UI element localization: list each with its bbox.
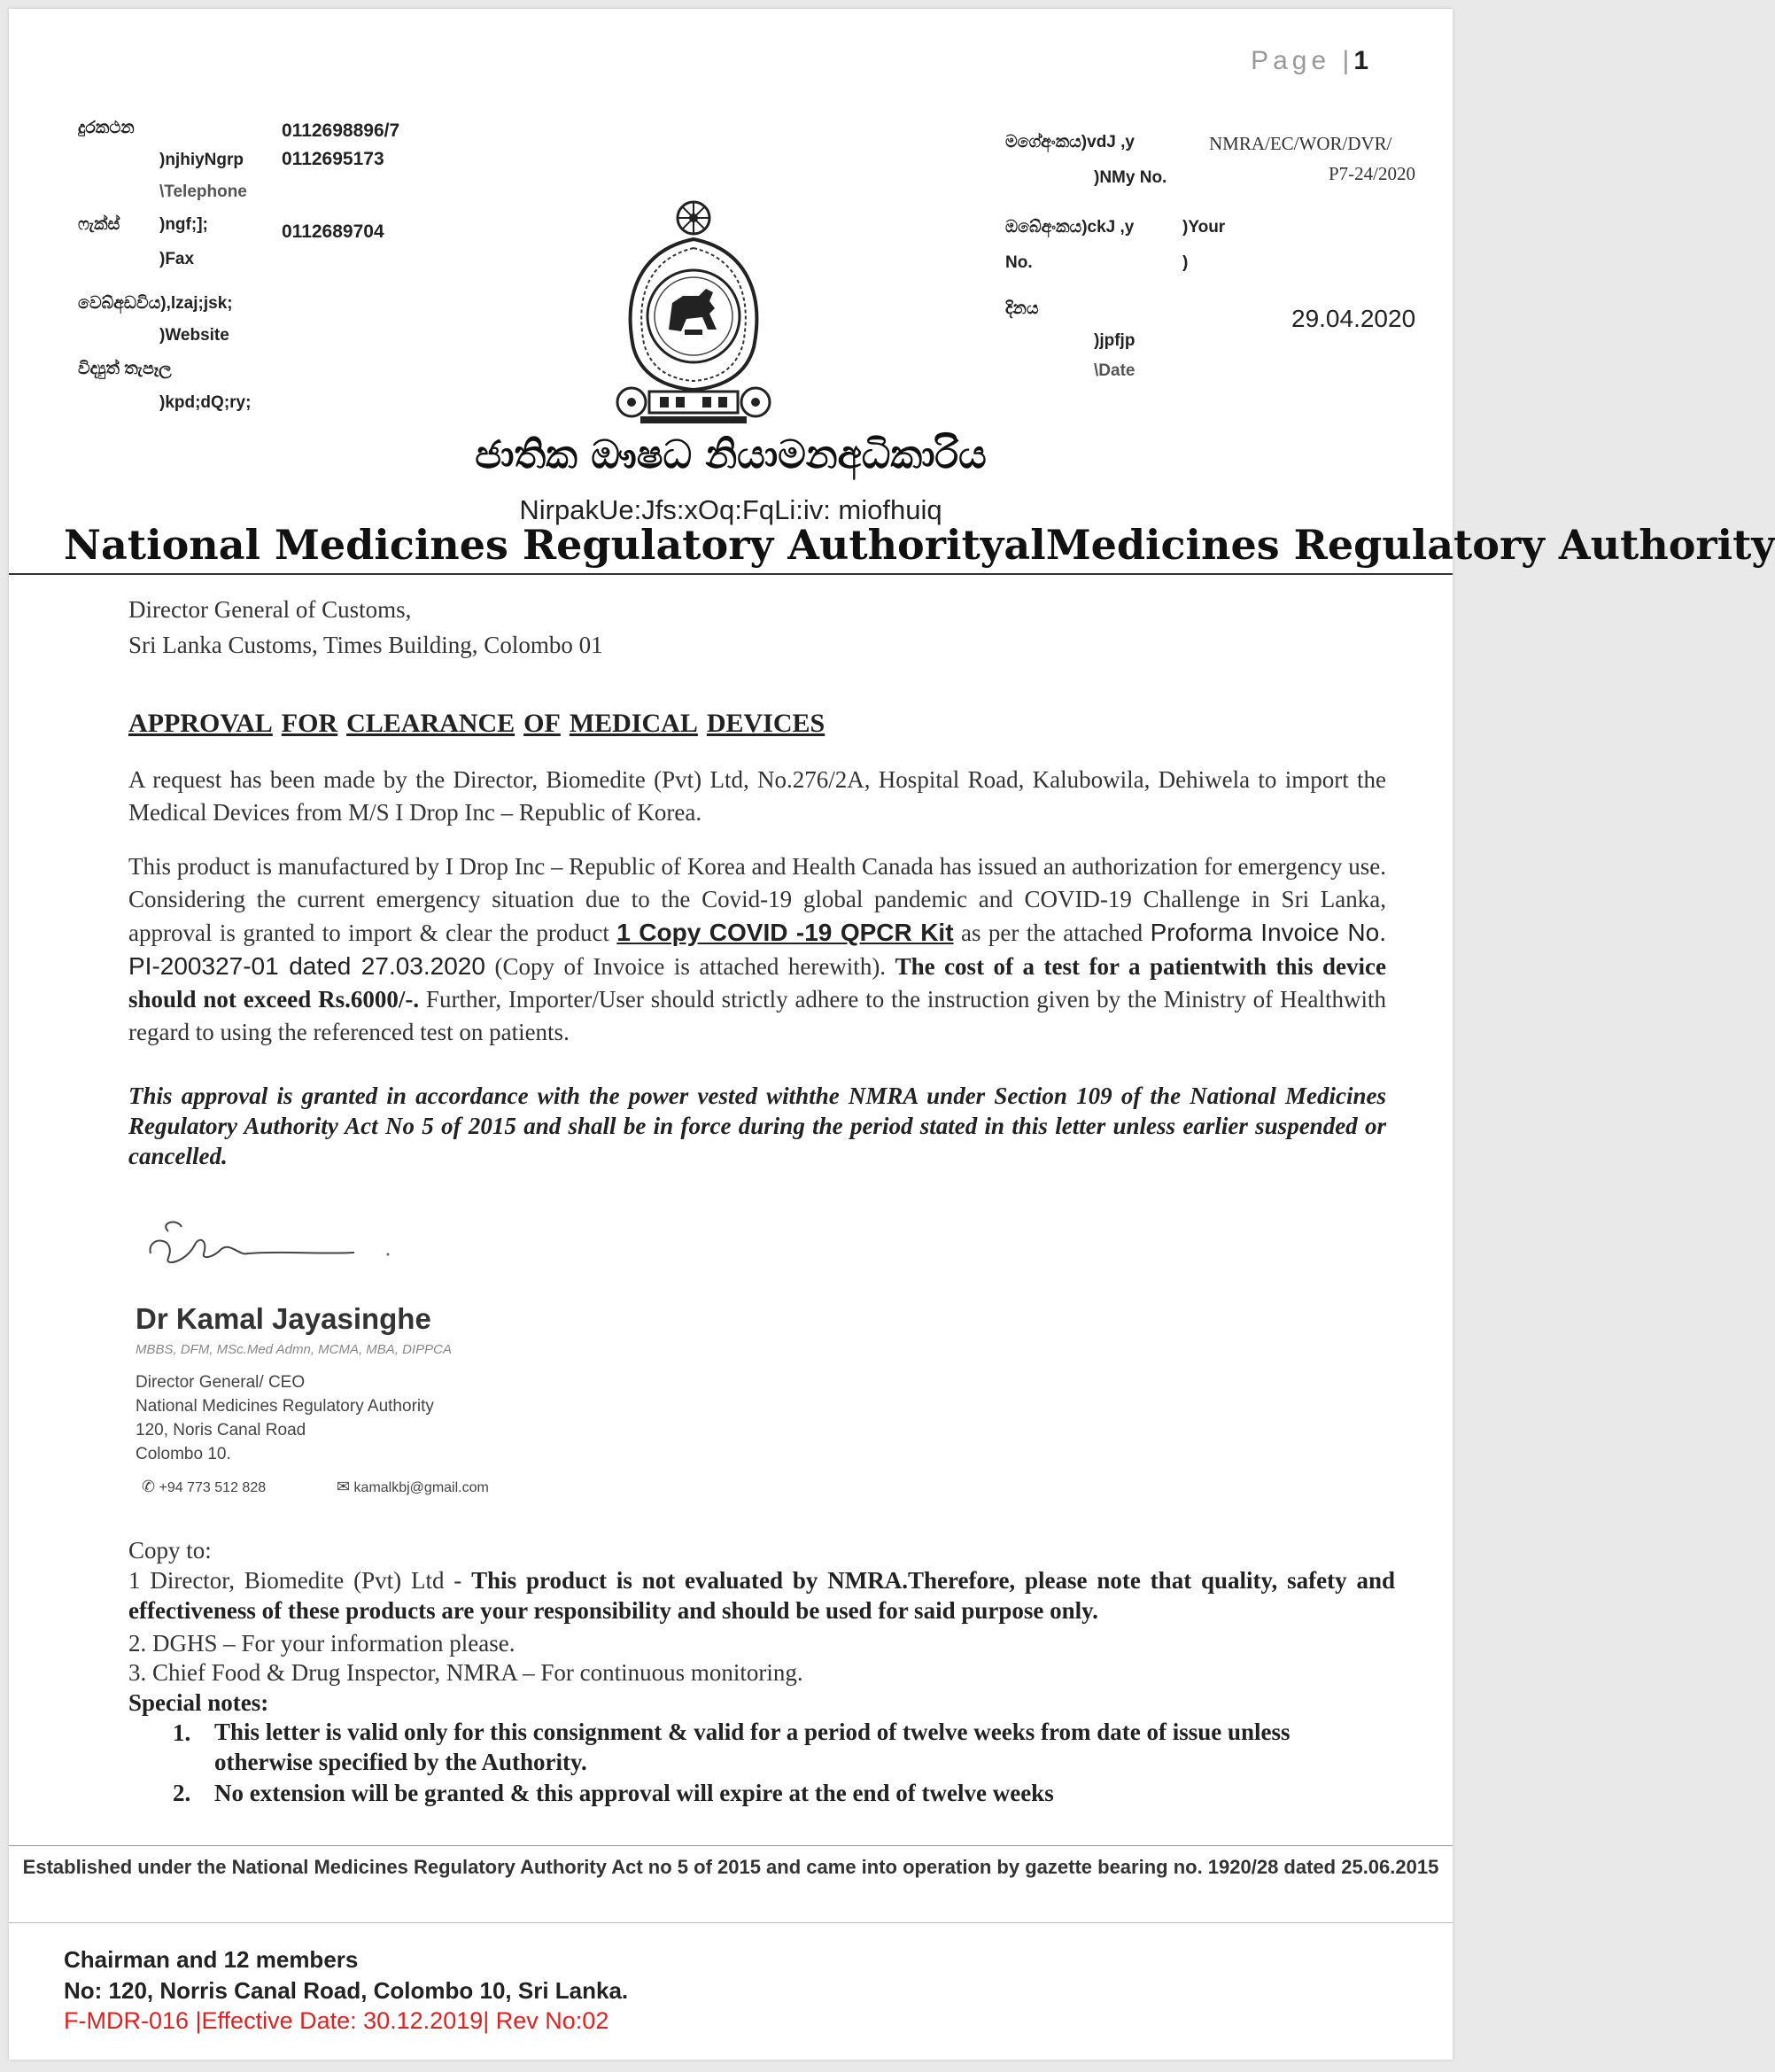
addressee-line-2: Sri Lanka Customs, Times Building, Colombo 01 <box>128 632 603 658</box>
website-label: වෙබ්අඩවිය),lzaj;jsk; <box>78 294 233 313</box>
footer-address: No: 120, Norris Canal Road, Colombo 10, Sri Lanka. <box>64 1977 629 2004</box>
footer-chairman: Chairman and 12 members <box>64 1946 359 1973</box>
title-tamil: NirpakUe:Jfs:xOq:FqLi:iv: miofhuiq <box>519 494 942 525</box>
your-no-label-en2: No. <box>1005 253 1033 272</box>
special-notes-label: Special notes: <box>128 1689 269 1716</box>
signatory-title: Director General/ CEO <box>136 1373 306 1392</box>
date-label-si: දිනය <box>1005 299 1039 318</box>
letter-page <box>9 9 1775 2060</box>
title-sinhala: ජාතික ඖෂධ නියාමනඅධිකාරිය <box>475 432 987 477</box>
mail-icon: ✉ <box>337 1478 351 1495</box>
email-label-si: විද්‍යුත් තැපෑල <box>78 360 172 378</box>
phone-icon: ✆ <box>142 1478 156 1495</box>
footer-divider <box>9 1845 1453 1846</box>
product-name: 1 Copy COVID -19 QPCR Kit <box>616 919 954 946</box>
telephone-label-en: \Telephone <box>159 182 247 201</box>
signatory-address-2: Colombo 10. <box>136 1445 231 1463</box>
telephone-1: 0112698896/7 <box>282 120 400 141</box>
copy-to-item-2: 2. DGHS – For your information please. <box>128 1630 515 1657</box>
fax-label-ta: )ngf;]; <box>159 215 208 234</box>
copy-to-item-1: 1 Director, Biomedite (Pvt) Ltd - This product is not evaluated by NMRA.Therefore, please note that quality, safety and effectiveness of these products are your responsibility and should be used for said purpose only. <box>128 1567 1395 1624</box>
header-divider <box>9 573 1453 575</box>
your-no-paren: ) <box>1182 253 1189 272</box>
telephone-label-si: දුරකථන <box>78 119 135 137</box>
footer-form-code: F-MDR-016 |Effective Date: 30.12.2019| Rev No:02 <box>64 2007 609 2034</box>
website-label-en: )Website <box>159 326 229 345</box>
date-label-en: \Date <box>1094 361 1136 380</box>
paragraph-approval: This product is manufactured by I Drop Inc – Republic of Korea and Health Canada has issued an authorization for emergency use. Considering the current emergency situation due to the Covid-19 global pandemic and COVID-19 Challenge in Sri Lanka, approval is granted to import & clear the product 1 Copy COVID -19 QPCR Kit as per the attached Proforma Invoice No. PI-200327-01 dated 27.03.2020 (Copy of Invoice is attached herewith). The cost of a test for a patientwith this device should not exceed Rs.6000/-. Further, Importer/User should strictly adhere to the instruction given by the Ministry of Healthwith regard to using the referenced test on patients. <box>128 853 1386 1045</box>
telephone-2: 0112695173 <box>282 149 384 169</box>
phone-contact: ✆ +94 773 512 828 <box>142 1478 267 1495</box>
signatory-name: Dr Kamal Jayasinghe <box>136 1302 431 1335</box>
signatory-address-1: 120, Noris Canal Road <box>136 1421 306 1440</box>
fax-label-si: ෆැක්ස් <box>78 215 120 234</box>
paragraph-request: A request has been made by the Director, Biomedite (Pvt) Ltd, No.276/2A, Hospital Road, Kalubowila, Dehiwela to import the Medical Devices from M/S I Drop Inc – Republic of Korea. <box>128 766 1386 826</box>
special-note-1-number: 1. <box>173 1719 191 1746</box>
your-no-label-si: ඔබේඅංකය)ckJ ,y <box>1005 218 1135 237</box>
your-no-label-en: )Your <box>1182 218 1226 237</box>
copy-to-item-3: 3. Chief Food & Drug Inspector, NMRA – For continuous monitoring. <box>128 1659 803 1686</box>
cost-limit: The cost of a test for a patientwith this device should not exceed Rs.6000/-. <box>128 953 1386 1013</box>
signatory-org: National Medicines Regulatory Authority <box>136 1397 434 1416</box>
telephone-label-ta: )njhiyNgrp <box>159 151 244 169</box>
my-no-label-en: )NMy No. <box>1094 168 1167 187</box>
paragraph-legal: This approval is granted in accordance with the power vested withthe NMRA under Section 109 of the National Medicines Regulatory Authority Act No 5 of 2015 and shall be in force during the period stated in this letter unless earlier suspended or cancelled. <box>128 1083 1386 1169</box>
title-english: National Medicines Regulatory AuthorityalMedicines Regulatory Authority <box>64 521 1775 569</box>
footer-divider-2 <box>9 1922 1453 1923</box>
special-note-2-number: 2. <box>173 1780 191 1806</box>
fax-value: 0112689704 <box>282 221 384 242</box>
page-number: Page |1 <box>1251 46 1368 75</box>
my-no-value-2: P7-24/2020 <box>1329 163 1416 184</box>
email-contact: ✉ kamalkbj@gmail.com <box>337 1478 489 1495</box>
my-no-value-1: NMRA/EC/WOR/DVR/ <box>1209 133 1392 154</box>
email-label-ta: )kpd;dQ;ry; <box>159 393 252 412</box>
letter-date: 29.04.2020 <box>1291 305 1416 332</box>
subject-heading: APPROVAL FOR CLEARANCE OF MEDICAL DEVICES <box>128 709 825 738</box>
copy-to-label: Copy to: <box>128 1537 212 1564</box>
signatory-qualifications: MBBS, DFM, MSc.Med Admn, MCMA, MBA, DIPPCA <box>136 1342 452 1357</box>
footer-established: Established under the National Medicines Regulatory Authority Act no 5 of 2015 and came into operation by gazette bearing no. 1920/28 dated 25.06.2015 <box>22 1856 1439 1878</box>
my-no-label-si: මගේඅංකය)vdJ ,y <box>1005 133 1135 151</box>
national-emblem-icon <box>614 197 773 427</box>
invoice-reference: Proforma Invoice No. PI-200327-01 dated 27.03.2020 <box>128 919 1386 980</box>
addressee-line-1: Director General of Customs, <box>128 596 412 623</box>
special-note-2: No extension will be granted & this approval will expire at the end of twelve weeks <box>214 1780 1054 1806</box>
signature-icon <box>142 1205 407 1284</box>
special-note-1: This letter is valid only for this consignment & valid for a period of twelve weeks from date of issue unless otherwise specified by the Authority. <box>214 1719 1291 1775</box>
fax-label-en: )Fax <box>159 250 195 268</box>
date-label-ta: )jpfjp <box>1094 331 1136 350</box>
